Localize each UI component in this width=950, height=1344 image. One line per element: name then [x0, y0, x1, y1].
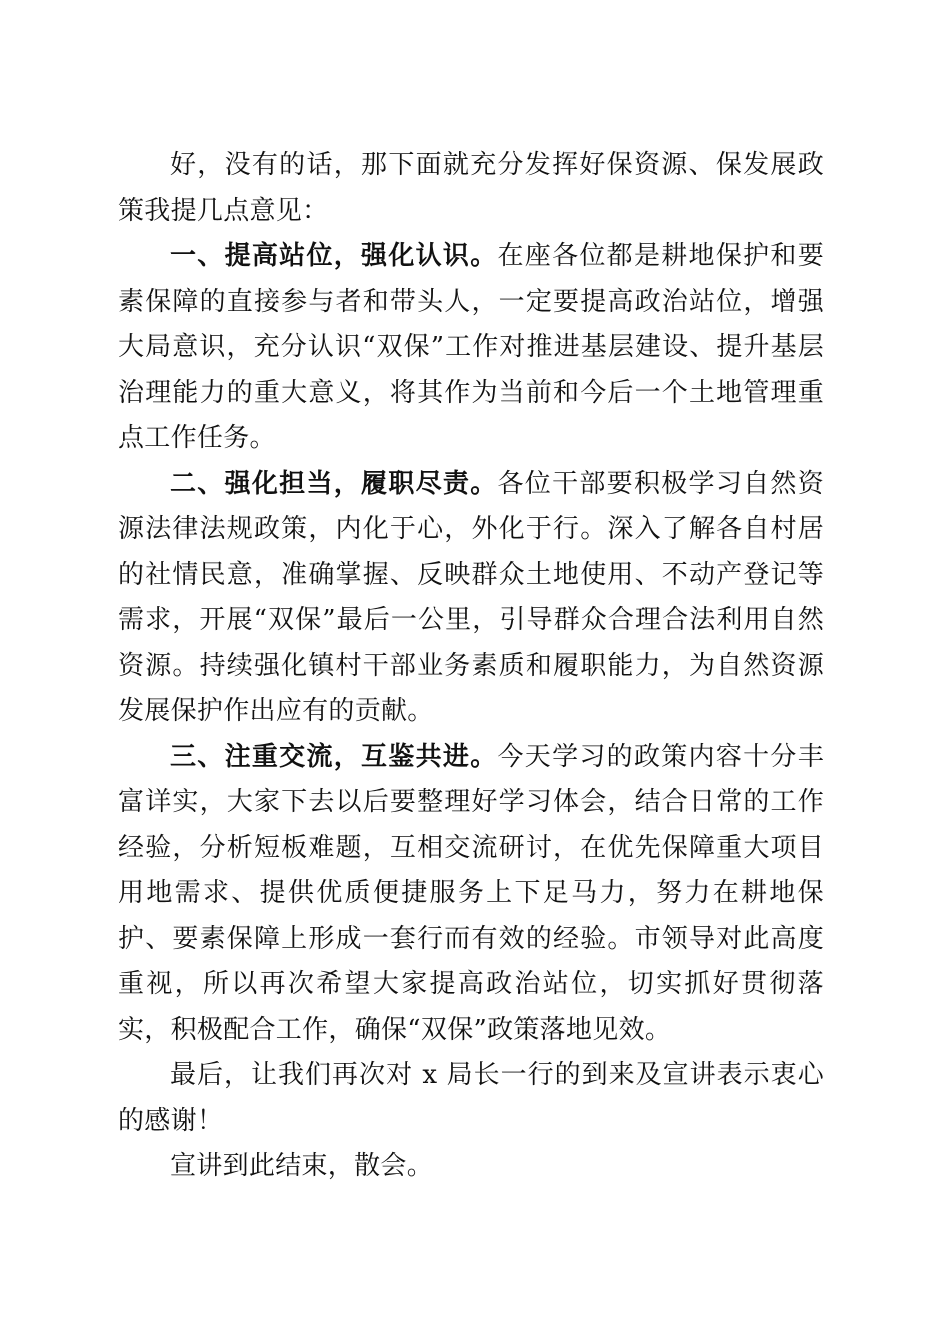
paragraph-text: 宣讲到此结束，散会。	[170, 1151, 434, 1181]
paragraph-text: 各位干部要积极学习自然资源法律法规政策，内化于心，外化于行。深入了解各自村居的社情民意，准确掌握、反映群众土地使用、不动产登记等需求，开展“双保”最后一公里，引导群众合理合法利用自然资源。持续强化镇村干部业务素质和履职能力，为自然资源发展保护作出应有的贡献。	[118, 468, 824, 726]
paragraph-text: 今天学习的政策内容十分丰富详实，大家下去以后要整理好学习体会，结合日常的工作经验，分析短板难题，互相交流研讨，在优先保障重大项目用地需求、提供优质便捷服务上下足马力，努力在耕地保护、要素保障上形成一套行而有效的经验。市领导对此高度重视，所以再次希望大家提高政治站位，切实抓好贯彻落实，积极配合工作，确保“双保”政策落地见效。	[118, 741, 824, 1045]
paragraph-point-two	[118, 462, 824, 735]
paragraph-text: 在座各位都是耕地保护和要素保障的直接参与者和带头人，一定要提高政治站位，增强大局意识，充分认识“双保”工作对推进基层建设、提升基层治理能力的重大意义，将其作为当前和今后一个土地管理重点工作任务。	[118, 241, 824, 453]
document-body	[118, 143, 824, 1190]
paragraph-text: 好，没有的话，那下面就充分发挥好保资源、保发展政策我提几点意见：	[118, 150, 824, 226]
paragraph-heading: 一、提高站位，强化认识。	[170, 241, 498, 271]
paragraph-point-one	[118, 234, 824, 462]
paragraph-point-three	[118, 735, 824, 1054]
paragraph-intro	[118, 143, 824, 234]
paragraph-text: 最后，让我们再次对 x 局长一行的到来及宣讲表示衷心的感谢！	[118, 1060, 824, 1136]
paragraph-heading: 二、强化担当，履职尽责。	[170, 468, 498, 499]
paragraph-closing	[118, 1144, 824, 1190]
paragraph-heading: 三、注重交流，互鉴共进。	[170, 741, 498, 772]
paragraph-thanks	[118, 1053, 824, 1144]
